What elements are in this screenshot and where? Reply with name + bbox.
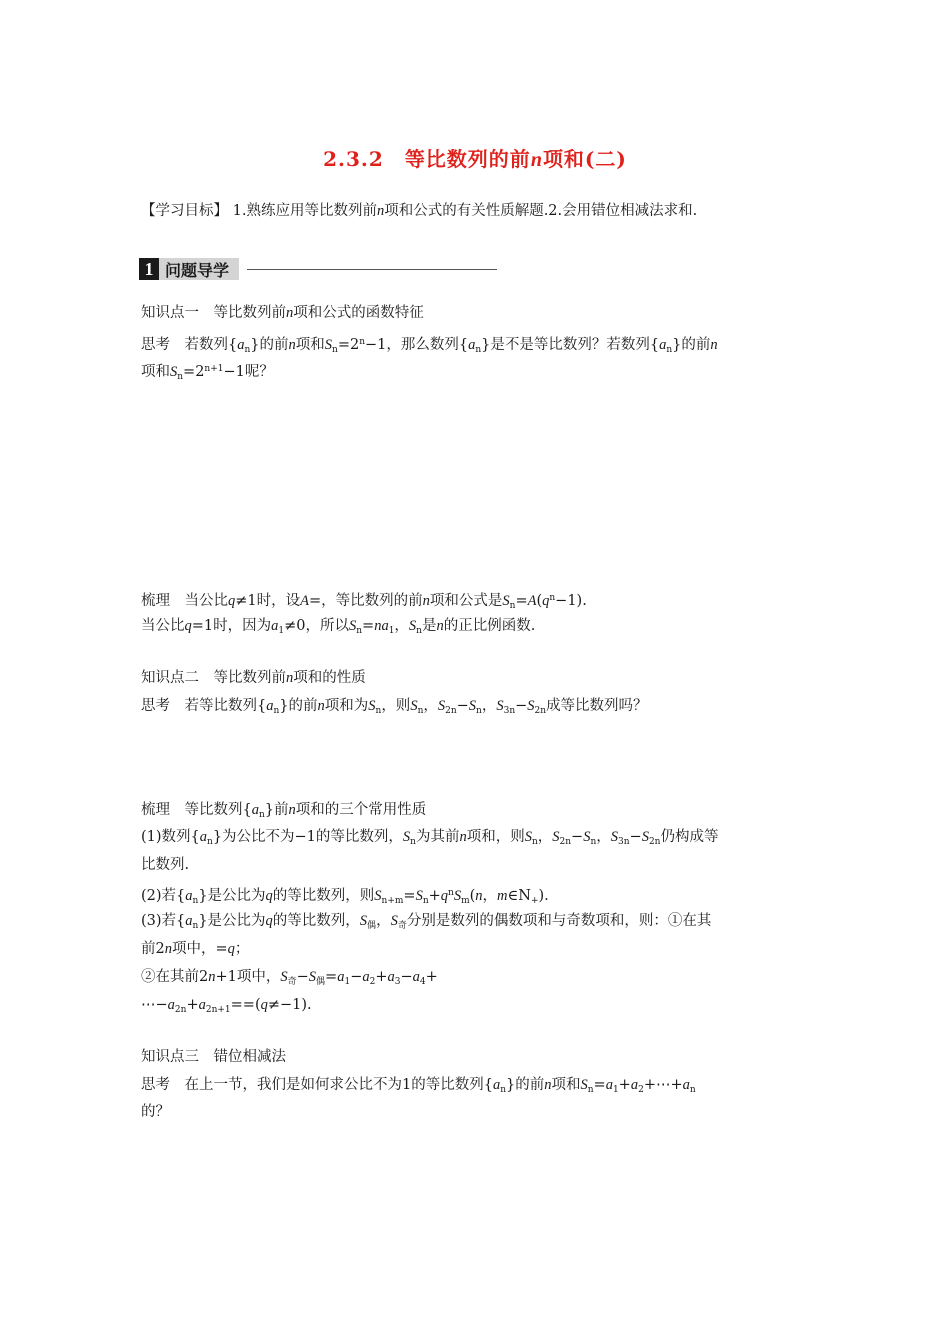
property-3-line-2: 前2n项中，=q； [141,941,250,957]
think-1-line-2: 项和$S_n=2^{n+1}-1$呢？ [141,364,274,382]
knowledge-point-3-title: 知识点三 错位相减法 [141,1049,286,1065]
page-title: 2.3.2 等比数列的前n项和(二) [323,147,627,171]
knowledge-point-2-title: 知识点二 等比数列前n项和的性质 [141,670,366,686]
think-2: 思考 若等比数列$\{a_n\}$的前n项和为$S_n$，则$S_n$，$S_{2n}-S_n$，$S_{3n}-S_{2n}$成等比数列吗？ [141,698,648,716]
knowledge-point-1-title: 知识点一 等比数列前n项和公式的函数特征 [141,305,424,321]
think-3-line-2: 的？ [141,1104,170,1120]
think-1-line-1: 思考 若数列$\{a_n\}$的前n项和$S_n=2^n-1$，那么数列$\{a_n\}$是不是等比数列？若数列$\{a_n\}$的前n [141,337,718,355]
summary-1-line-2: 当公比q=1时，因为$a_1\ne 0$，所以$S_n=na_1$，$S_n$是n的正比例函数. [141,618,536,636]
property-3-line-4: $\cdots-a_{2n}+a_{2n+1}==(q\ne-1)$. [141,997,312,1015]
property-3-line-1: (3)若$\{a_n\}$是公比为q的等比数列，$S_偶$，$S_奇$分别是数列的偶数项和与奇数项和，则：①在其 [141,913,712,931]
section-number: 1 [139,258,159,280]
think-3-line-1: 思考 在上一节，我们是如何求公比不为1的等比数列$\{a_n\}$的前n项和$S_n=a_1+a_2+\cdots+a_n$ [141,1077,696,1095]
section-rule [247,269,497,270]
property-1-line-1: (1)数列$\{a_n\}$为公比不为−1的等比数列，$S_n$为其前n项和，则$S_n$，$S_{2n}-S_n$，$S_{3n}-S_{2n}$仍构成等 [141,829,719,847]
property-3-line-3: ②在其前2n+1项中，$S_奇-S_偶=a_1-a_2+a_3-a_4+$ [141,969,438,987]
property-2: (2)若$\{a_n\}$是公比为q的等比数列，则$S_{n+m}=S_n+q^nS_m(n$，$m\in N_+$). [141,888,549,906]
summary-1-line-1: 梳理 当公比q≠1时，设A=，等比数列的前n项和公式是$S_n=A(q^n-1)$. [141,593,587,611]
section-label: 问题导学 [159,258,239,280]
property-1-line-2: 比数列. [141,857,190,873]
summary-2-title: 梳理 等比数列$\{a_n\}$前n项和的三个常用性质 [141,802,427,820]
learning-goals: 【学习目标】 1.熟练应用等比数列前n项和公式的有关性质解题.2.会用错位相减法求和. [141,203,698,219]
section-header [139,258,497,280]
